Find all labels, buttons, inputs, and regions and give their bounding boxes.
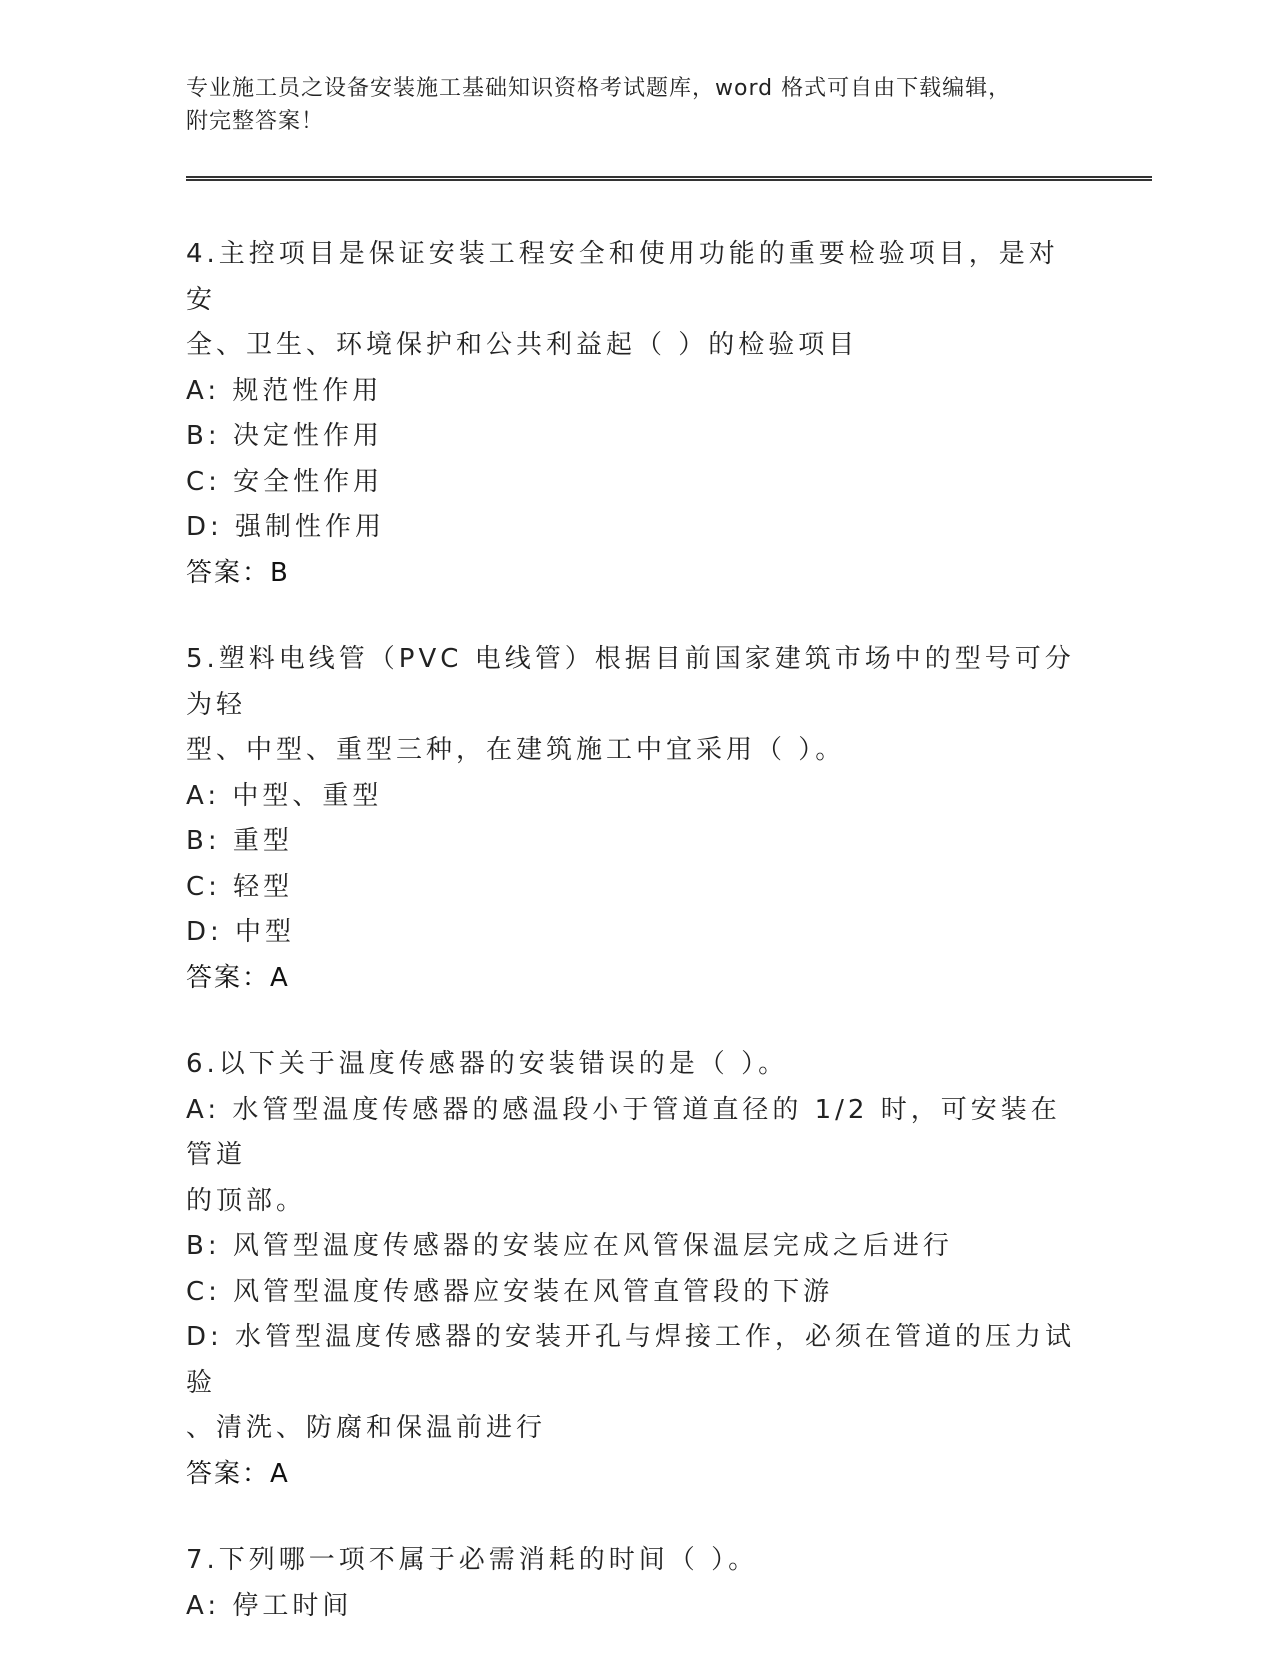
answer-label: 答案：A (186, 962, 290, 993)
option-c: C: 轻型 (186, 871, 294, 902)
answer-label: 答案：B (186, 557, 290, 588)
option-d: D: 强制性作用 (186, 512, 386, 542)
header-line-1: 专业施工员之设备安装施工基础知识资格考试题库，word 格式可自由下载编辑， (186, 76, 1012, 101)
option-a-continued: 的顶部。 (186, 1185, 307, 1216)
option-c: C: 风管型温度传感器应安装在风管直管段的下游 (186, 1276, 834, 1307)
option-b: B: 决定性作用 (186, 421, 383, 451)
option-a: A: 停工时间 (186, 1590, 353, 1621)
option-b: B: 风管型温度传感器的安装应在风管保温层完成之后进行 (186, 1231, 953, 1261)
option-c: C: 安全性作用 (186, 466, 384, 497)
question-stem: 5.塑料电线管（PVC 电线管）根据目前国家建筑市场中的型号可分为轻 (186, 644, 1075, 720)
question-stem: 全、卫生、环境保护和公共利益起（ ）的检验项目 (186, 330, 859, 360)
question-stem: 型、中型、重型三种，在建筑施工中宜采用（ ）。 (186, 735, 846, 765)
option-a: A: 水管型温度传感器的感温段小于管道直径的 1/2 时，可安装在管道 (186, 1094, 1061, 1170)
option-d-continued: 、清洗、防腐和保温前进行 (186, 1413, 547, 1443)
question-6 (186, 1042, 1086, 1497)
question-stem: 7.下列哪一项不属于必需消耗的时间（ ）。 (186, 1545, 759, 1575)
question-stem: 6.以下关于温度传感器的安装错误的是（ ）。 (186, 1049, 789, 1079)
option-d: D: 水管型温度传感器的安装开孔与焊接工作，必须在管道的压力试验 (186, 1322, 1076, 1398)
option-b: B: 重型 (186, 826, 293, 856)
question-stem: 4.主控项目是保证安装工程安全和使用功能的重要检验项目，是对安 (186, 239, 1059, 315)
answer-label: 答案：A (186, 1458, 290, 1489)
header-divider (186, 176, 1152, 181)
question-5 (186, 637, 1086, 1001)
question-list (186, 232, 1086, 1670)
question-4 (186, 232, 1086, 596)
option-d: D: 中型 (186, 917, 296, 947)
header-line-2: 附完整答案！ (186, 109, 325, 134)
option-a: A: 中型、重型 (186, 780, 383, 811)
question-7 (186, 1538, 1086, 1629)
document-header (186, 72, 1066, 138)
option-a: A: 规范性作用 (186, 375, 383, 406)
